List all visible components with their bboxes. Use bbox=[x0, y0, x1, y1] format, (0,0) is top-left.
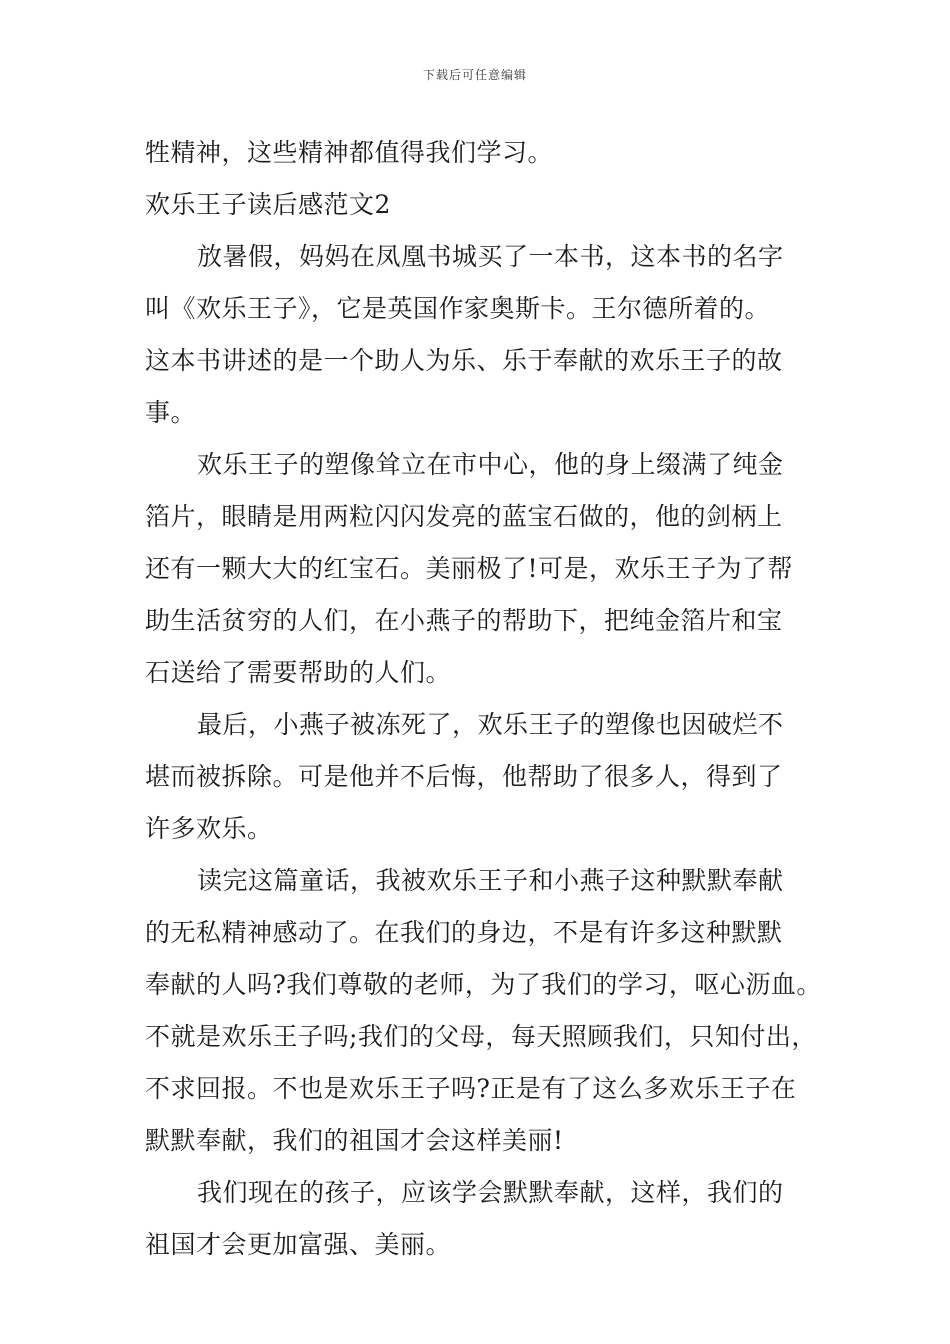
text-line: 事。 bbox=[145, 398, 197, 427]
section-title: 欢乐王子读后感范文2 bbox=[145, 190, 391, 219]
header-note: 下载后可任意编辑 bbox=[422, 68, 527, 82]
text-line: 放暑假，妈妈在凤凰书城买了一本书，这本书的名字 bbox=[197, 242, 784, 271]
text-line: 欢乐王子的塑像耸立在市中心，他的身上缀满了纯金 bbox=[197, 450, 784, 479]
text-line: 最后，小燕子被冻死了，欢乐王子的塑像也因破烂不 bbox=[197, 710, 784, 739]
text-line: 叫《欢乐王子》，它是英国作家奥斯卡。王尔德所着的。 bbox=[145, 294, 771, 323]
text-line: 默默奉献，我们的祖国才会这样美丽! bbox=[145, 1126, 564, 1155]
text-line: 箔片，眼睛是用两粒闪闪发亮的蓝宝石做的，他的剑柄上 bbox=[145, 502, 783, 531]
text-line: 的无私精神感动了。在我们的身边，不是有许多这种默默 bbox=[145, 918, 783, 947]
text-line: 助生活贫穷的人们，在小燕子的帮助下，把纯金箔片和宝 bbox=[145, 606, 783, 635]
text-line: 读完这篇童话，我被欢乐王子和小燕子这种默默奉献 bbox=[197, 866, 784, 895]
text-line: 奉献的人吗?我们尊敬的老师，为了我们的学习，呕心沥血。 bbox=[145, 970, 822, 999]
text-line: 不求回报。不也是欢乐王子吗?正是有了这么多欢乐王子在 bbox=[145, 1074, 797, 1103]
text-line: 许多欢乐。 bbox=[145, 814, 273, 843]
body-text bbox=[145, 127, 822, 1271]
text-line: 我们现在的孩子，应该学会默默奉献，这样，我们的 bbox=[197, 1178, 784, 1207]
text-line: 这本书讲述的是一个助人为乐、乐于奉献的欢乐王子的故 bbox=[145, 346, 783, 375]
text-line: 堪而被拆除。可是他并不后悔，他帮助了很多人，得到了 bbox=[145, 762, 783, 791]
text-line: 不就是欢乐王子吗;我们的父母，每天照顾我们，只知付出， bbox=[145, 1022, 817, 1051]
text-line: 石送给了需要帮助的人们。 bbox=[145, 658, 452, 687]
text-line: 牲精神，这些精神都值得我们学习。 bbox=[145, 138, 554, 167]
text-line: 还有一颗大大的红宝石。美丽极了!可是，欢乐王子为了帮 bbox=[145, 554, 794, 583]
text-line: 祖国才会更加富强、美丽。 bbox=[145, 1230, 452, 1259]
